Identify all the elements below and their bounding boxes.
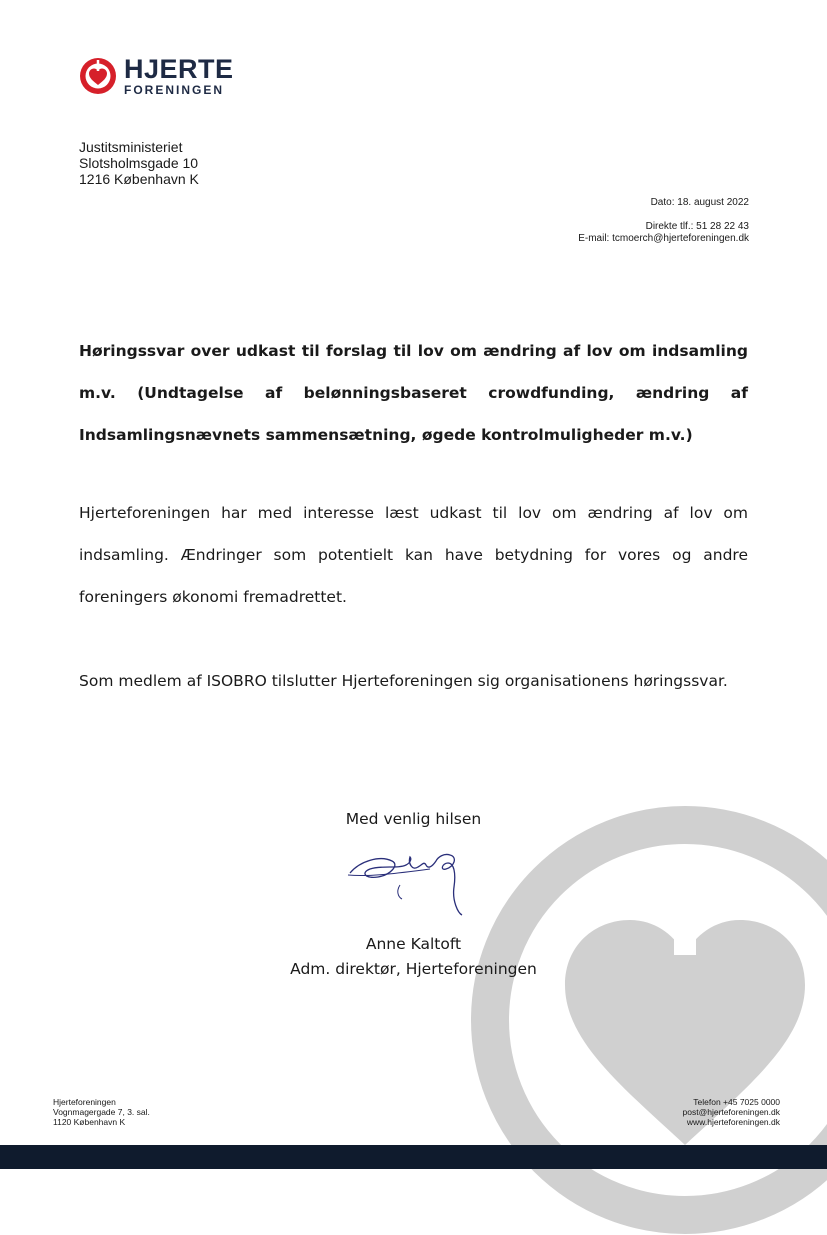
recipient-address (79, 139, 199, 187)
letter-meta (578, 197, 749, 245)
recipient-name: Justitsministeriet (79, 139, 183, 155)
letter-date: Dato: 18. august 2022 (650, 197, 749, 208)
footer-city: 1120 København K (53, 1117, 126, 1127)
closing-greeting: Med venlig hilsen (345, 810, 482, 828)
logo-wordmark-bottom: FORENINGEN (124, 83, 225, 97)
footer-contact (683, 1097, 780, 1127)
heart-logo-icon (78, 56, 118, 96)
signer-title: Adm. direktør, Hjerteforeningen (290, 960, 537, 978)
direct-phone: Direkte tlf.: 51 28 22 43 (645, 221, 749, 232)
recipient-street: Slotsholmsgade 10 (79, 155, 199, 171)
letter-subject: Høringssvar over udkast til forslag til lov om ændring af lov om indsamling m.v. (Undtagelse af belønningsbaseret crowdfunding, ændring af Indsamlingsnævnets sammensætning, øgede kontrolmuligheder m.v.) (79, 342, 748, 444)
footer-org: Hjerteforeningen (53, 1097, 116, 1107)
signer-name: Anne Kaltoft (365, 935, 462, 953)
heart-watermark-icon (470, 805, 827, 1235)
footer-email[interactable]: post@hjerteforeningen.dk (682, 1107, 780, 1117)
footer-website[interactable]: www.hjerteforeningen.dk (686, 1117, 780, 1127)
footer-address (53, 1097, 150, 1127)
logo-wordmark-top: HJERTE (124, 54, 234, 84)
handwritten-signature (340, 843, 480, 921)
body-paragraph-2: Som medlem af ISOBRO tilslutter Hjerteforeningen sig organisationens høringssvar. (79, 672, 728, 690)
footer-phone: Telefon +45 7025 0000 (693, 1097, 780, 1107)
contact-email: E-mail: tcmoerch@hjerteforeningen.dk (578, 233, 749, 244)
footer-bar (0, 1145, 827, 1169)
organization-logo (78, 56, 234, 96)
footer-street: Vognmagergade 7, 3. sal. (53, 1107, 150, 1117)
signer-block (0, 932, 827, 982)
body-paragraph-1: Hjerteforeningen har med interesse læst udkast til lov om ændring af lov om indsamling. Ændringer som potentielt kan have betydning for vores og andre foreningers økonomi fremadrettet. (79, 504, 748, 606)
recipient-city: 1216 København K (79, 171, 199, 187)
